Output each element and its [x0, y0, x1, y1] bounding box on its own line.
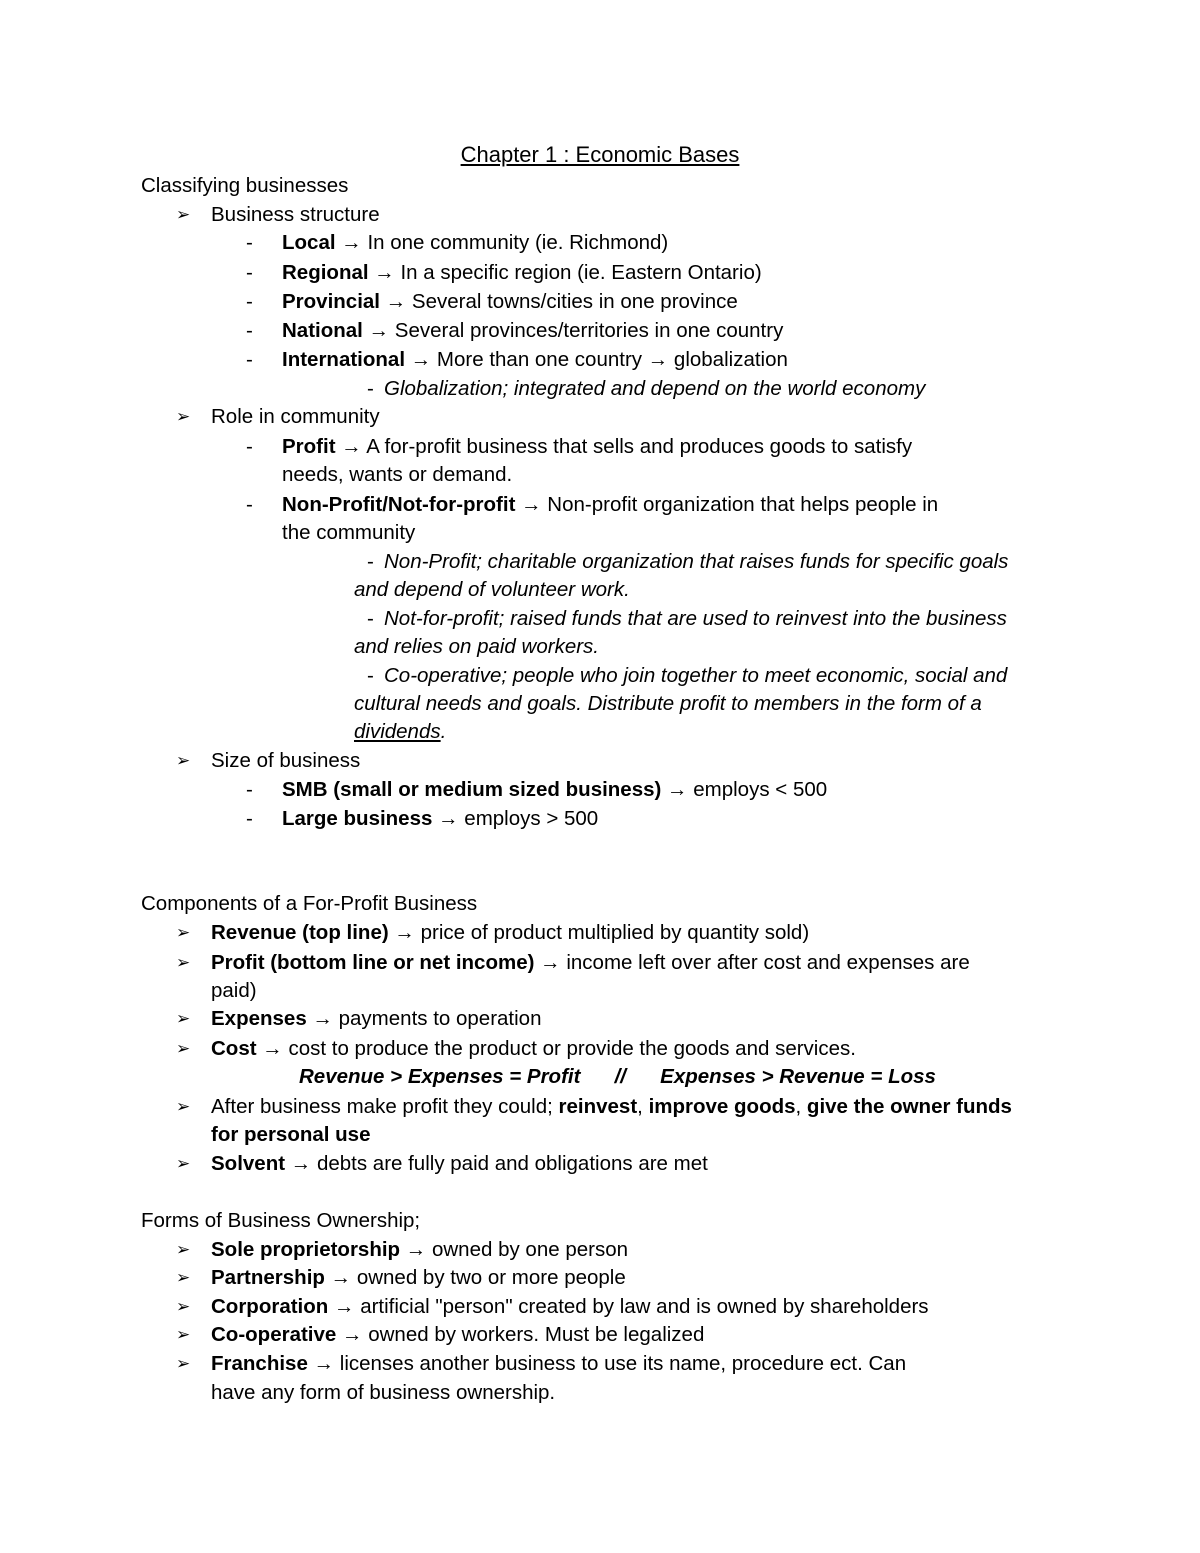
bullet-icon: ➢: [176, 205, 191, 224]
list-item-large-business: Large business → employs > 500: [282, 807, 599, 830]
section-heading-components: Components of a For-Profit Business: [141, 892, 478, 915]
note-globalization: Globalization; integrated and depend on the world economy: [384, 377, 926, 400]
bullet-icon: ➢: [176, 1354, 191, 1373]
dash-icon: -: [246, 778, 253, 801]
page-title: Chapter 1 : Economic Bases: [460, 142, 740, 167]
section-heading-classifying: Classifying businesses: [141, 174, 349, 197]
dash-icon: -: [246, 493, 253, 516]
list-item-profit-bottom-line-cont: paid): [211, 979, 257, 1002]
list-item-business-structure: Business structure: [211, 203, 380, 226]
note-co-operative-cont: cultural needs and goals. Distribute profit to members in the form of a: [354, 692, 982, 715]
note-not-for-profit-cont: and relies on paid workers.: [354, 635, 599, 658]
dividends-term: dividends: [354, 720, 441, 743]
section-heading-ownership: Forms of Business Ownership;: [141, 1209, 421, 1232]
dash-icon: -: [367, 377, 374, 400]
dash-icon: -: [367, 607, 374, 630]
list-item-franchise-cont: have any form of business ownership.: [211, 1381, 556, 1404]
bullet-icon: ➢: [176, 1325, 191, 1344]
bullet-icon: ➢: [176, 407, 191, 426]
profit-formula: Revenue > Expenses = Profit // Expenses > Revenue = Loss: [299, 1065, 936, 1088]
list-item-after-profit: After business make profit they could; reinvest, improve goods, give the owner funds: [211, 1095, 1012, 1118]
list-item-smb: SMB (small or medium sized business) → employs < 500: [282, 778, 828, 801]
list-item-co-operative: Co-operative → owned by workers. Must be legalized: [211, 1323, 705, 1346]
bullet-icon: ➢: [176, 1297, 191, 1316]
bullet-icon: ➢: [176, 751, 191, 770]
list-item-cost: Cost → cost to produce the product or provide the goods and services.: [211, 1037, 856, 1060]
note-co-operative: Co-operative; people who join together to meet economic, social and: [384, 664, 1008, 687]
dash-icon: -: [367, 550, 374, 573]
bullet-icon: ➢: [176, 953, 191, 972]
dash-icon: -: [367, 664, 374, 687]
bullet-icon: ➢: [176, 1009, 191, 1028]
list-item-sole-proprietorship: Sole proprietorship → owned by one person: [211, 1238, 629, 1261]
list-item-expenses: Expenses → payments to operation: [211, 1007, 542, 1030]
list-item-regional: Regional → In a specific region (ie. Eastern Ontario): [282, 261, 762, 284]
list-item-corporation: Corporation → artificial "person" created by law and is owned by shareholders: [211, 1295, 929, 1318]
dash-icon: -: [246, 807, 253, 830]
note-nonprofit-cont: and depend of volunteer work.: [354, 578, 630, 601]
note-nonprofit: Non-Profit; charitable organization that raises funds for specific goals: [384, 550, 1009, 573]
bullet-icon: ➢: [176, 923, 191, 942]
dash-icon: -: [246, 290, 253, 313]
list-item-profit-bottom-line: Profit (bottom line or net income) → income left over after cost and expenses are: [211, 951, 970, 974]
list-item-profit-cont: needs, wants or demand.: [282, 463, 513, 486]
bullet-icon: ➢: [176, 1268, 191, 1287]
list-item-nonprofit: Non-Profit/Not-for-profit → Non-profit organization that helps people in: [282, 493, 939, 516]
bullet-icon: ➢: [176, 1154, 191, 1173]
list-item-profit: Profit → A for-profit business that sells and produces goods to satisfy: [282, 435, 913, 458]
bullet-icon: ➢: [176, 1039, 191, 1058]
list-item-franchise: Franchise → licenses another business to use its name, procedure ect. Can: [211, 1352, 907, 1375]
list-item-solvent: Solvent → debts are fully paid and obligations are met: [211, 1152, 708, 1175]
list-item-international: International → More than one country → globalization: [282, 348, 788, 371]
dash-icon: -: [246, 435, 253, 458]
dash-icon: -: [246, 348, 253, 371]
note-not-for-profit: Not-for-profit; raised funds that are used to reinvest into the business: [384, 607, 1007, 630]
list-item-partnership: Partnership → owned by two or more people: [211, 1266, 626, 1289]
list-item-nonprofit-cont: the community: [282, 521, 416, 544]
list-item-national: National → Several provinces/territories in one country: [282, 319, 784, 342]
dash-icon: -: [246, 319, 253, 342]
list-item-provincial: Provincial → Several towns/cities in one province: [282, 290, 738, 313]
note-co-operative-end: dividends.: [354, 720, 447, 743]
list-item-role-in-community: Role in community: [211, 405, 380, 428]
bullet-icon: ➢: [176, 1097, 191, 1116]
bullet-icon: ➢: [176, 1240, 191, 1259]
list-item-local: Local → In one community (ie. Richmond): [282, 231, 669, 254]
list-item-revenue: Revenue (top line) → price of product multiplied by quantity sold): [211, 921, 810, 944]
dash-icon: -: [246, 261, 253, 284]
dash-icon: -: [246, 231, 253, 254]
list-item-after-profit-cont: for personal use: [211, 1123, 371, 1146]
list-item-size-of-business: Size of business: [211, 749, 361, 772]
